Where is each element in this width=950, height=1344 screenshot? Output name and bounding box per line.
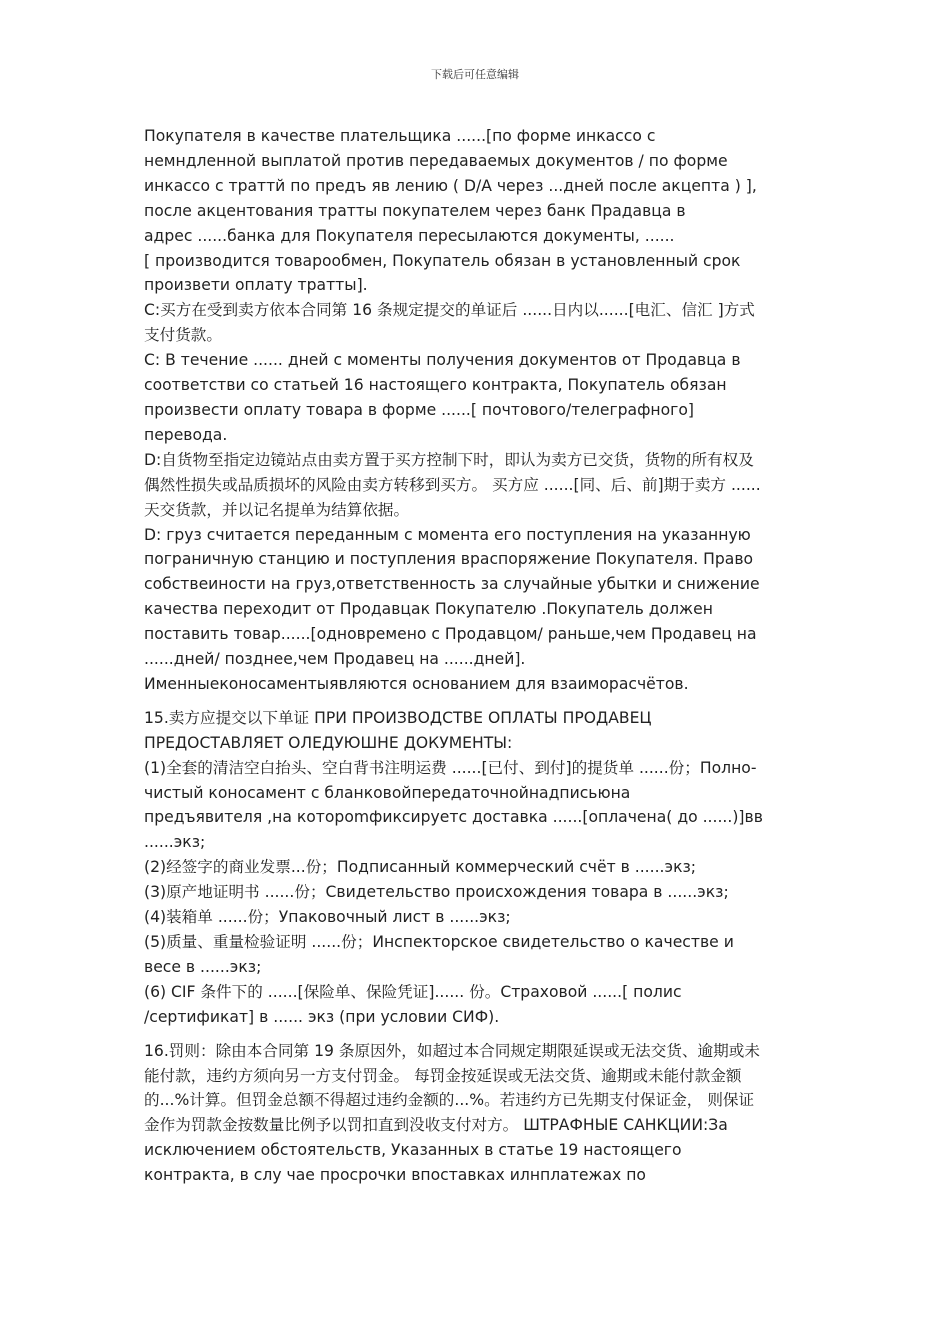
text-line: C:买方在受到卖方依本合同第 16 条规定提交的单证后 ......日内以......[电汇、信汇 ]方式 xyxy=(144,301,755,320)
text-line: после акцентования тратты покупателем через банк Прадавца в xyxy=(144,201,686,220)
text-line: (6) CIF 条件下的 ......[保险单、保险凭证]...... 份。Страховой ......[ полис xyxy=(144,982,682,1001)
text-line: 的...%计算。但罚金总额不得超过违约金额的...%。若违约方已先期支付保证金， 则保证 xyxy=(144,1091,755,1110)
text-line: исключением обстоятельств, Указанных в статье 19 настоящего xyxy=(144,1141,682,1160)
text-line: [ производится товарообмен, Покупатель обязан в установленный срок xyxy=(144,251,741,270)
text-line: /сертификат] в ...... экз (при условии СИФ). xyxy=(144,1007,500,1026)
text-line: (5)质量、重量检验证明 ......份；Инспекторское свидетельство о качестве и xyxy=(144,933,734,951)
text-line: качества переходит от Продавцак Покупателю .Покупатель должен xyxy=(144,600,713,619)
text-line: 能付款，违约方须向另一方支付罚金。 每罚金按延误或无法交货、逾期或未能付款金额 xyxy=(144,1066,742,1085)
text-line: 16.罚则：除由本合同第 19 条原因外，如超过本合同规定期限延误或无法交货、逾期或未 xyxy=(144,1041,760,1060)
text-line: пограничную станцию и поступления враспоряжение Покупателя. Право xyxy=(144,550,754,569)
text-line: (1)全套的清洁空白抬头、空白背书注明运费 ......[已付、到付]的提货单 ......份；Полно- xyxy=(144,758,757,777)
text-line: (2)经签字的商业发票...份；Подписанный коммерческий счёт в ......экз; xyxy=(144,858,697,877)
section-heading: 15.卖方应提交以下单证 ПРИ ПРОИЗВОДСТВЕ ОПЛАТЫ ПРОДАВЕЦ xyxy=(144,708,652,727)
text-line: 天交货款，并以记名提单为结算依据。 xyxy=(144,500,410,519)
text-line: произвети оплату тратты]. xyxy=(144,276,368,295)
page-header: 下载后可任意编辑 xyxy=(431,68,519,81)
text-line: C: В течение ...... дней с моменты получения документов от Продавца в xyxy=(144,351,741,370)
text-line: поставить товар......[одновремено с Продавцом/ раньше,чем Продавец на xyxy=(144,625,757,644)
text-line: адрес ......банка для Покупателя пересылаются документы, ...... xyxy=(144,226,675,245)
text-line: Именныеконосаментыявляются основанием для взаиморасчётов. xyxy=(144,674,689,693)
text-line: собствеиности на груз,ответственность за случайные убытки и снижение xyxy=(144,575,760,594)
text-line: контракта, в слу чае просрочки впоставках илнплатежах по xyxy=(144,1166,646,1185)
text-line: 支付货款。 xyxy=(144,326,222,345)
text-line: (3)原产地证明书 ......份；Свидетельство происхождения товара в ......экз; xyxy=(144,883,729,902)
text-line: D:自货物至指定边镜站点由卖方置于买方控制下时，即认为卖方已交货，货物的所有权及 xyxy=(144,450,754,469)
documents-section xyxy=(144,706,812,1030)
penalties-section xyxy=(144,1039,812,1188)
text-line: предъявителя ,на котороmфиксируетс доставка ......[оплачена( до ......)]вв xyxy=(144,808,763,827)
text-line: (4)装箱单 ......份；Упаковочный лист в ......экз; xyxy=(144,908,511,927)
text-line: Покупателя в качестве плательщика ......[по форме инкассо с xyxy=(144,127,656,145)
text-line: инкассо с траттй по предъ яв лению ( D/A через ...дней после акцепта ) ], xyxy=(144,176,757,195)
text-line: перевода. xyxy=(144,425,228,444)
text-line: соответстви со статьей 16 настоящего контракта, Покупатель обязан xyxy=(144,376,727,395)
text-line: ......дней/ позднее,чем Продавец на ......дней]. xyxy=(144,650,526,669)
text-line: 金作为罚款金按数量比例予以罚扣直到没收支付对方。 ШТРАФНЫЕ САНКЦИИ:За xyxy=(144,1116,728,1135)
text-line: чистый коносамент с бланковойпередаточнойнадписьюна xyxy=(144,783,631,802)
text-line: весе в ......экз; xyxy=(144,957,262,976)
document-body xyxy=(144,124,812,1188)
text-line: произвести оплату товара в форме ......[ почтового/телеграфного] xyxy=(144,400,694,419)
text-line: D: груз считается переданным с момента его поступления на указанную xyxy=(144,525,751,544)
text-line: ......экз; xyxy=(144,833,206,852)
text-line: немндленной выплатой против передаваемых документов / по форме xyxy=(144,151,728,170)
section-heading: ПРЕДОСТАВЛЯЕТ ОЛЕДУЮШНЕ ДОКУМЕНТЫ: xyxy=(144,733,513,752)
text-line: 偶然性损失或品质损坏的风险由卖方转移到买方。 买方应 ......[同、后、前]期于卖方 ...... xyxy=(144,475,761,494)
payment-terms-section xyxy=(144,124,812,697)
